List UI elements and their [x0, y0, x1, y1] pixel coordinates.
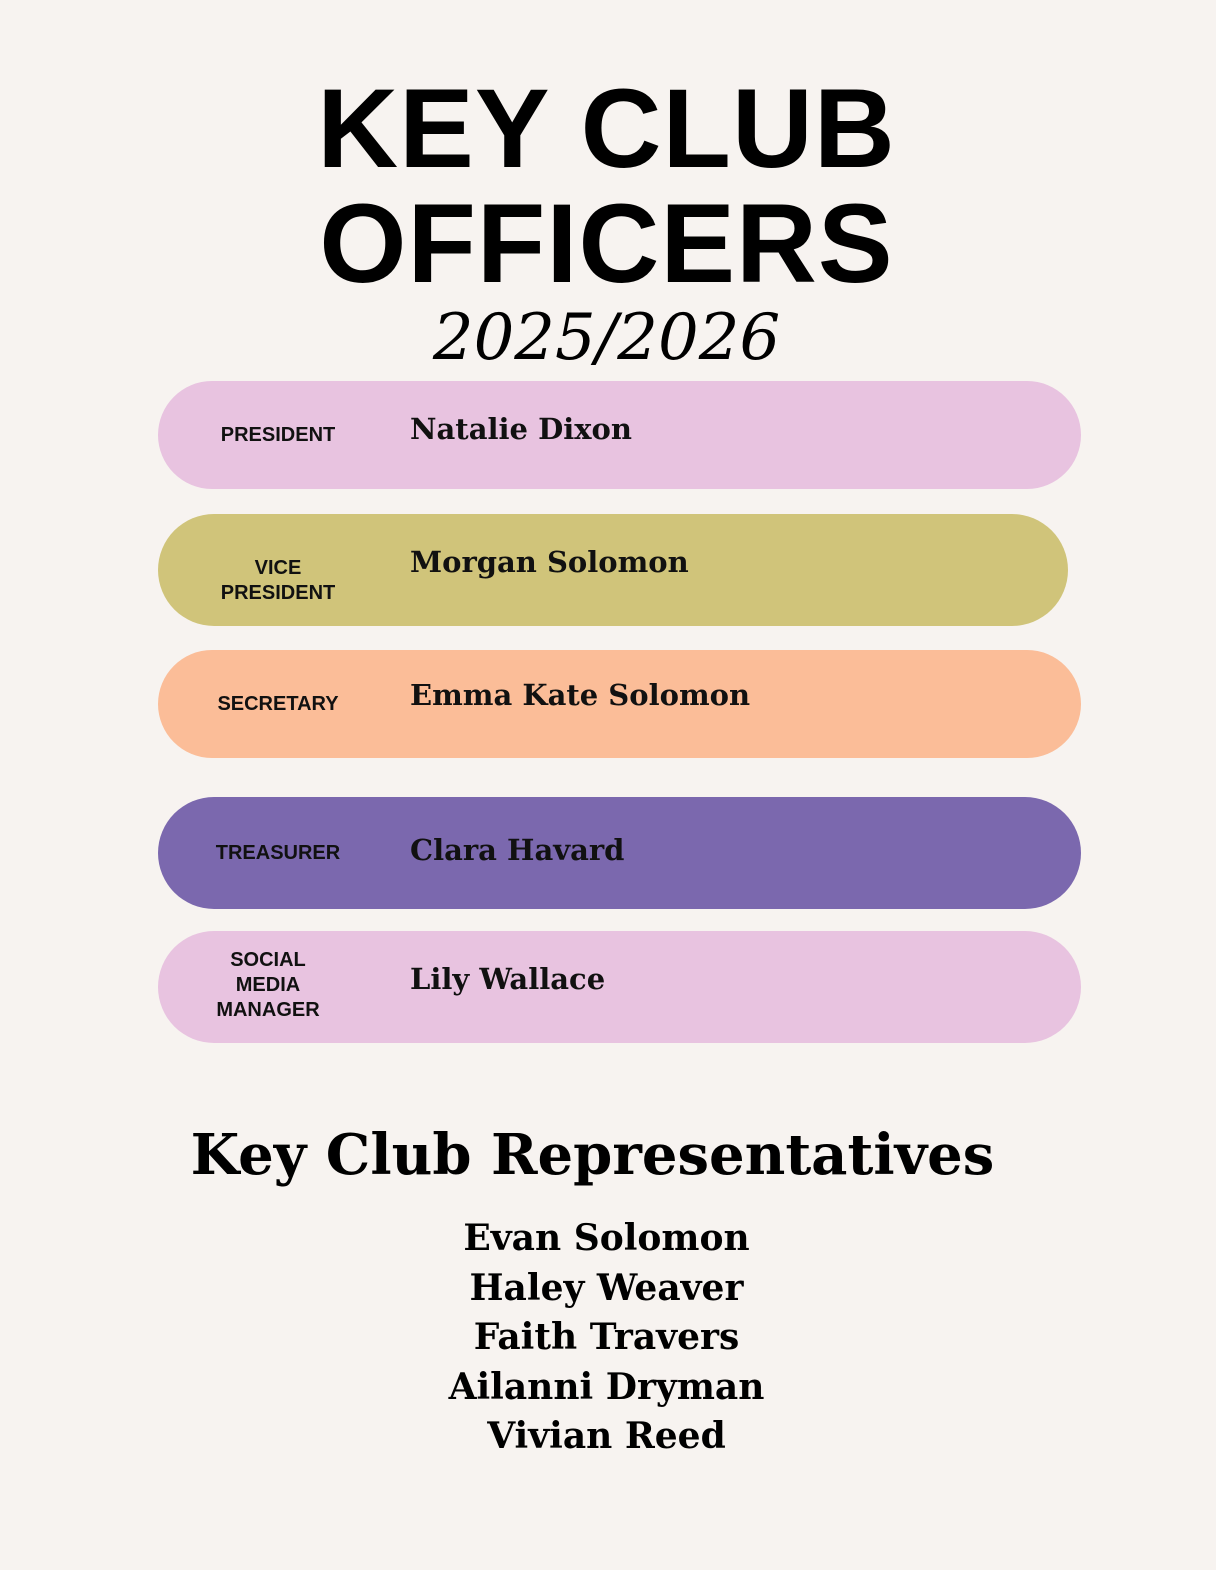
officer-name: Lily Wallace [410, 962, 606, 996]
officer-role: SOCIAL MEDIA MANAGER [216, 948, 320, 1021]
officer-card-treasurer [158, 797, 1081, 909]
representative-name: Faith Travers [473, 1316, 740, 1358]
representative-name: Ailanni Dryman [448, 1365, 765, 1408]
representative-name: Haley Weaver [469, 1266, 744, 1309]
representatives-heading: Key Club Representatives [190, 1122, 995, 1188]
page-title-line-1: KEY CLUB [317, 66, 896, 191]
representative-name: Vivian Reed [487, 1415, 726, 1457]
year-subtitle: 2025/2026 [432, 301, 781, 375]
officer-role: SECRETARY [217, 692, 339, 715]
officer-name: Emma Kate Solomon [410, 678, 751, 712]
officer-name: Natalie Dixon [410, 412, 632, 446]
page-edge [1216, 0, 1221, 1570]
officer-name: Morgan Solomon [410, 545, 689, 579]
officer-name: Clara Havard [410, 833, 625, 867]
page-title-line-2: OFFICERS [319, 181, 894, 306]
officer-role: VICE PRESIDENT [220, 557, 336, 604]
officer-role: TREASURER [215, 841, 341, 864]
officer-card-secretary [158, 650, 1081, 758]
representatives-list [0, 1214, 1213, 1462]
officer-role: PRESIDENT [220, 423, 336, 446]
representative-name: Evan Solomon [463, 1217, 750, 1259]
officer-card-president [158, 381, 1081, 489]
officer-card-social-media-manager [158, 931, 1081, 1043]
officer-card-vice-president [158, 514, 1068, 626]
